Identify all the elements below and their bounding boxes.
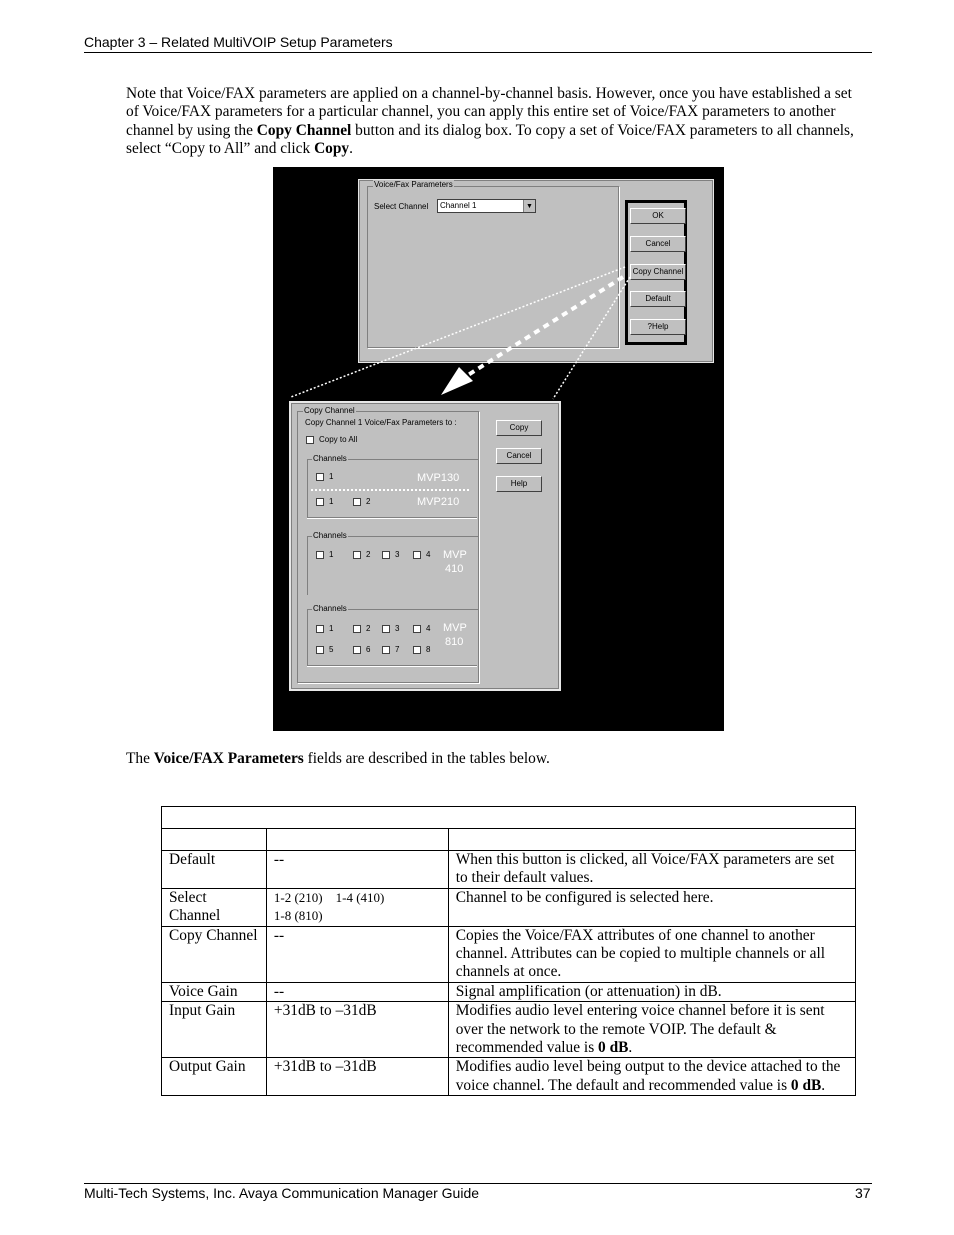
mvp810-channel-7-checkbox[interactable]: [382, 646, 390, 654]
table-intro-bold: Voice/FAX Parameters: [153, 750, 304, 767]
mvp210-model-label: MVP210: [417, 496, 460, 508]
mvp210-channel-1-checkbox[interactable]: [316, 498, 324, 506]
running-header: Chapter 3 – Related MultiVOIP Setup Parameters: [84, 34, 393, 50]
description-end: .: [628, 1039, 633, 1057]
field-cell: Default: [162, 851, 267, 889]
mvp410-model-label-1: MVP: [443, 549, 467, 561]
values-cell: --: [266, 851, 448, 889]
mvp810-channel-6-label: 6: [366, 645, 371, 654]
page-number: 37: [855, 1185, 871, 1201]
copy-help-button[interactable]: Help: [496, 476, 542, 492]
table-row: [162, 926, 856, 982]
field-cell: Input Gain: [162, 1002, 267, 1058]
mvp810-channel-6-checkbox[interactable]: [353, 646, 361, 654]
mvp130-channel-1-label: 1: [329, 472, 334, 481]
copy-to-all-checkbox[interactable]: [306, 436, 314, 444]
header-rule: [84, 52, 872, 53]
values-cell: --: [266, 982, 448, 1001]
description-cell: [448, 1058, 855, 1096]
voice-fax-parameters-table: [161, 806, 856, 1096]
chevron-down-icon[interactable]: ▼: [523, 200, 535, 212]
mvp410-channel-3-checkbox[interactable]: [382, 551, 390, 559]
header-cell-description: [448, 829, 855, 851]
mvp410-channel-1-checkbox[interactable]: [316, 551, 324, 559]
cancel-button[interactable]: Cancel: [630, 236, 686, 252]
select-channel-label: Select Channel: [374, 202, 429, 211]
table-intro: [126, 750, 550, 768]
mvp410-channel-3-label: 3: [395, 550, 400, 559]
channels-group-label: Channels: [313, 454, 347, 463]
table-intro-text-2: fields are described in the tables below.: [303, 750, 550, 767]
copy-channel-dialog: [289, 401, 561, 691]
field-cell: Copy Channel: [162, 926, 267, 982]
values-cell: +31dB to –31dB: [266, 1002, 448, 1058]
mvp810-channel-4-checkbox[interactable]: [413, 625, 421, 633]
intro-text-2: button and its dialog box. To copy a set of Voice/FAX parameters to all channels, select “Copy to All” and click: [126, 121, 854, 158]
dialog-screenshot: [273, 167, 724, 731]
mvp810-channel-7-label: 7: [395, 645, 400, 654]
intro-bold-copy-channel: Copy Channel: [256, 121, 352, 139]
values-cell: [266, 888, 448, 926]
mvp810-channel-2-label: 2: [366, 624, 371, 633]
mvp810-channel-4-label: 4: [426, 624, 431, 633]
mvp810-channel-1-label: 1: [329, 624, 334, 633]
footer-text: Multi-Tech Systems, Inc. Avaya Communication Manager Guide: [84, 1185, 480, 1201]
mvp410-channel-1-label: 1: [329, 550, 334, 559]
default-button[interactable]: Default: [630, 291, 686, 307]
table-row: [162, 1058, 856, 1096]
table-row: [162, 1002, 856, 1058]
field-cell: Select Channel: [162, 888, 267, 926]
mvp810-channel-5-label: 5: [329, 645, 334, 654]
description-cell: Channel to be configured is selected here.: [448, 888, 855, 926]
copy-button[interactable]: Copy: [496, 420, 542, 436]
mvp410-model-label-2: 410: [445, 563, 464, 575]
copy-channel-button[interactable]: Copy Channel: [630, 264, 686, 280]
copy-cancel-button[interactable]: Cancel: [496, 448, 542, 464]
field-cell: Output Gain: [162, 1058, 267, 1096]
values-cell: --: [266, 926, 448, 982]
table-intro-text-1: The: [126, 750, 154, 767]
intro-bold-copy: Copy: [314, 140, 350, 158]
mvp810-channel-3-label: 3: [395, 624, 400, 633]
ok-button[interactable]: OK: [630, 208, 686, 224]
intro-text-3: .: [349, 140, 353, 158]
intro-paragraph: [126, 85, 866, 159]
mvp810-model-label-2: 810: [445, 636, 464, 648]
table-title-row: [162, 807, 856, 829]
description-text: Modifies audio level entering voice channel before it is sent over the network to the remote VOIP. The default & recommended value is: [455, 1002, 825, 1057]
description-bold-value: 0 dB: [598, 1039, 629, 1057]
intro-text-1: Note that Voice/FAX parameters are applied on a channel-by-channel basis. However, once you have established a set of Voice/FAX parameters for a particular channel, you can apply this entire set of Voice/FAX parameters to another channel by using the: [126, 85, 852, 139]
channels-group-label-410: Channels: [313, 531, 347, 540]
channels-group-label-810: Channels: [313, 604, 347, 613]
mvp810-channel-5-checkbox[interactable]: [316, 646, 324, 654]
mvp130-model-label: MVP130: [417, 472, 460, 484]
mvp810-model-label-1: MVP: [443, 622, 467, 634]
table-row: [162, 851, 856, 889]
table-title-cell: [162, 807, 856, 829]
mvp810-channel-2-checkbox[interactable]: [353, 625, 361, 633]
mvp810-channel-3-checkbox[interactable]: [382, 625, 390, 633]
description-end: .: [821, 1076, 826, 1094]
dotted-separator: [311, 489, 469, 491]
mvp130-channel-1-checkbox[interactable]: [316, 473, 324, 481]
description-cell: Copies the Voice/FAX attributes of one channel to another channel. Attributes can be copied to multiple channels or all channels at once.: [448, 926, 855, 982]
mvp810-channel-1-checkbox[interactable]: [316, 625, 324, 633]
mvp410-channel-4-label: 4: [426, 550, 431, 559]
voice-fax-group-title: Voice/Fax Parameters: [374, 180, 453, 189]
description-cell: [448, 1002, 855, 1058]
mvp410-channel-2-label: 2: [366, 550, 371, 559]
values-line-1: 1-2 (210) 1-4 (410): [273, 889, 385, 905]
mvp810-channel-8-checkbox[interactable]: [413, 646, 421, 654]
mvp210-channel-2-label: 2: [366, 497, 371, 506]
description-text: Modifies audio level being output to the device attached to the voice channel. The default and recommended value is: [455, 1058, 841, 1094]
copy-channel-group-title: Copy Channel: [304, 406, 355, 415]
table-row: [162, 982, 856, 1001]
group-bottom-rule-810: [307, 665, 477, 667]
description-bold-value: 0 dB: [790, 1076, 822, 1094]
copy-to-all-label: Copy to All: [319, 435, 358, 444]
table-row: [162, 888, 856, 926]
footer-rule: [84, 1183, 872, 1184]
select-channel-value: Channel 1: [440, 201, 477, 210]
header-cell-field: [162, 829, 267, 851]
mvp210-channel-1-label: 1: [329, 497, 334, 506]
copy-instruction: Copy Channel 1 Voice/Fax Parameters to :: [305, 418, 457, 427]
values-cell: +31dB to –31dB: [266, 1058, 448, 1096]
mvp210-channel-2-checkbox[interactable]: [353, 498, 361, 506]
help-button[interactable]: ?Help: [630, 319, 686, 335]
table-header-row: [162, 829, 856, 851]
mvp410-channel-2-checkbox[interactable]: [353, 551, 361, 559]
header-cell-values: [266, 829, 448, 851]
mvp810-channel-8-label: 8: [426, 645, 431, 654]
values-line-2: 1-8 (810): [273, 907, 323, 923]
mvp410-channel-4-checkbox[interactable]: [413, 551, 421, 559]
description-cell: When this button is clicked, all Voice/FAX parameters are set to their default values.: [448, 851, 855, 889]
field-cell: Voice Gain: [162, 982, 267, 1001]
group-bottom-rule: [307, 517, 477, 519]
description-cell: Signal amplification (or attenuation) in dB.: [448, 982, 855, 1001]
